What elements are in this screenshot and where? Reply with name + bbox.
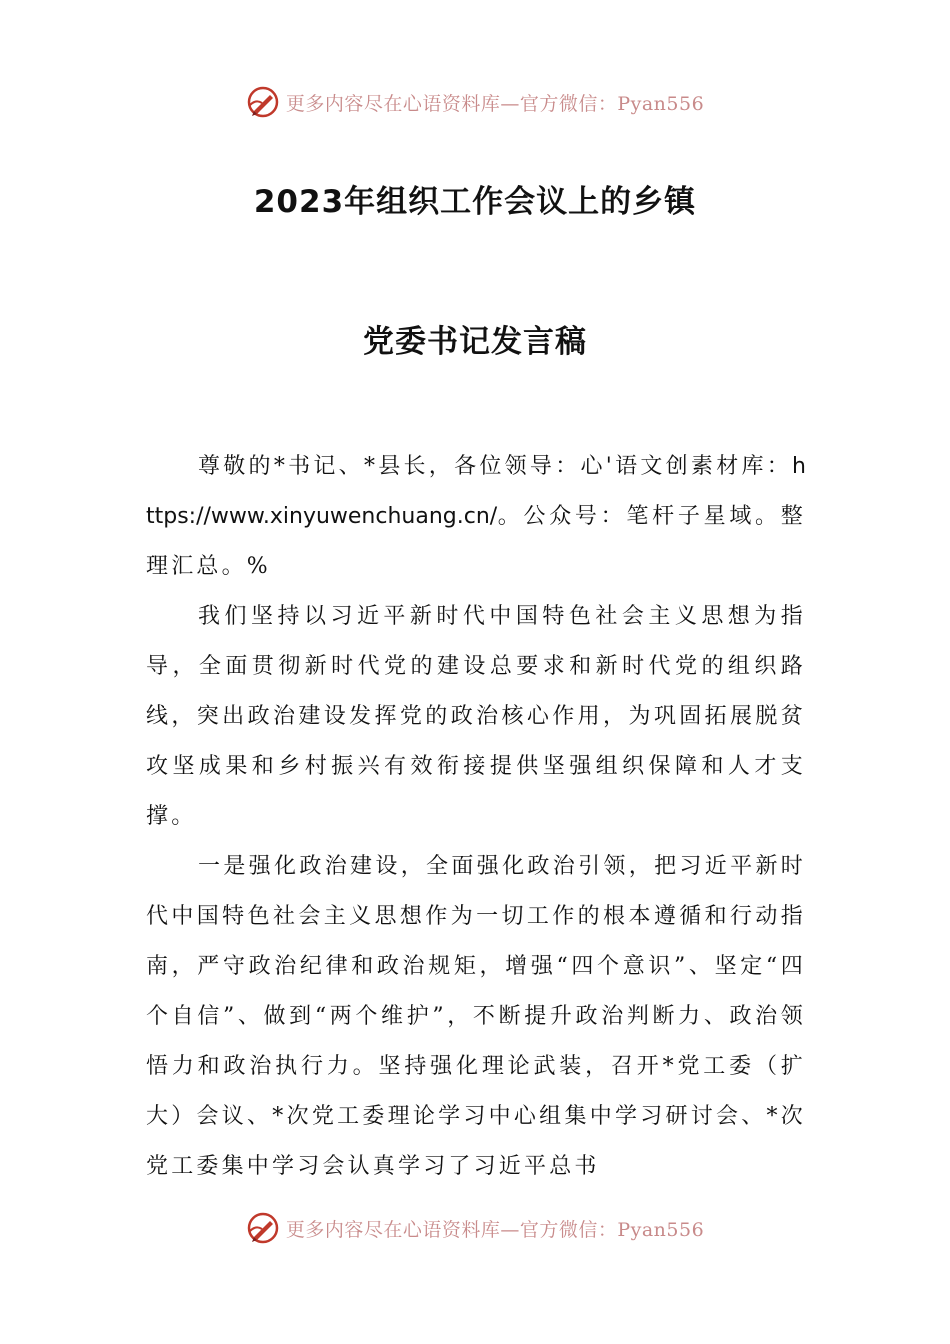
greeting-suffix: 。公众号：笔杆子星域。整理汇总。% <box>146 504 806 579</box>
document-body <box>146 442 806 1192</box>
watermark-header <box>0 82 950 122</box>
pen-logo-icon <box>246 1211 280 1245</box>
greeting-paragraph <box>146 442 806 592</box>
body-paragraph: 一是强化政治建设，全面强化政治引领，把习近平新时代中国特色社会主义思想作为一切工作的根本遵循和行动指南，严守政治纪律和政治规矩，增强“四个意识”、坚定“四个自信”、做到“两个维护”，不断提升政治判断力、政治领悟力和政治执行力。坚持强化理论武装，召开*党工委（扩大）会议、*次党工委理论学习中心组集中学习研讨会、*次党工委集中学习会认真学习了习近平总书 <box>146 854 806 1179</box>
document-title-line-1: 2023年组织工作会议上的乡镇 <box>253 184 697 220</box>
watermark-footer <box>0 1208 950 1248</box>
source-url: https://www.xinyuwenchuang.cn/ <box>146 454 806 529</box>
greeting-prefix: 尊敬的*书记、*县长，各位领导：心'语文创素材库： <box>198 454 793 479</box>
watermark-text: 更多内容尽在心语资料库—官方微信：Pyan556 <box>285 1218 705 1241</box>
pen-logo-icon <box>246 85 280 119</box>
watermark-text: 更多内容尽在心语资料库—官方微信：Pyan556 <box>285 92 705 115</box>
document-title-line-2: 党委书记发言稿 <box>363 324 587 360</box>
body-paragraph: 我们坚持以习近平新时代中国特色社会主义思想为指导，全面贯彻新时代党的建设总要求和新时代党的组织路线，突出政治建设发挥党的政治核心作用，为巩固拓展脱贫攻坚成果和乡村振兴有效衔接提供坚强组织保障和人才支撑。 <box>146 604 806 829</box>
